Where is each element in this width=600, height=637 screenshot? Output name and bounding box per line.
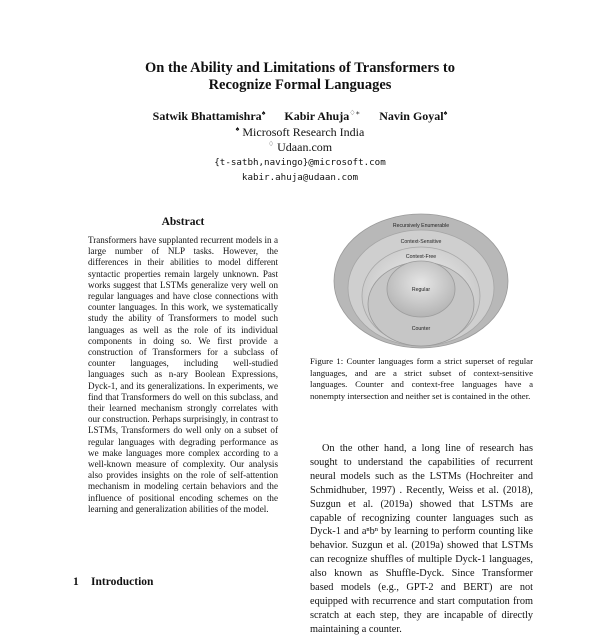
author-name: Kabir Ahuja	[284, 109, 350, 123]
paper-title	[0, 60, 600, 94]
email-line: kabir.ahuja@udaan.com	[241, 172, 359, 183]
email-line: {t-satbh,navingo}@microsoft.com	[214, 157, 386, 168]
section-heading	[73, 576, 153, 588]
paper-title-line-1: On the Ability and Limitations of Transformers to	[144, 60, 455, 76]
body-paragraph: On the other hand, a long line of research has sought to understand the capabilities of recurrent neural models such as the LSTMs (Hochreiter and Schmidhuber, 1997) . Recently, Weiss et al. (2018), Suzgun et al. (2019a) showed that LSTMs are capable of recognizing counter languages such as Dyck-1 and aⁿbⁿ by learning to perform counting like behavior. Suzgun et al. (2019a) showed that LSTMs can recognize shuffles of multiple Dyck-1 languages, also known as Shuffle-Dyck. Since Transformer based models (e.g., GPT-2 and BERT) are not equipped with recurrence and start computation from scratch at each step, they are incapable of directly maintaining a counter.	[310, 443, 533, 635]
author-list	[0, 109, 600, 124]
author-mark: ♠	[261, 109, 266, 117]
label-context-sensitive: Context-Sensitive	[400, 239, 442, 245]
paper-title-line-2: Recognize Formal Languages	[208, 77, 392, 93]
abstract-text: Transformers have supplanted recurrent models in a large number of NLP tasks. However, the differences in their abilities to model different syntactic properties remain largely unknown. Past works suggest that LSTMs generalize very well on regular languages and have close connections with counter languages. In this work, we systematically study the ability of Transformers to model such languages as well as the role of its individual components in doing so. We first provide a construction of Transformers for a subclass of counter languages, including well-studied languages such as n-ary Boolean Expressions, Dyck-1, and its generalizations. In experiments, we find that Transformers do well on this subclass, and their learned mechanism strongly correlates with our construction. Perhaps surprisingly, in contrast to LSTMs, Transformers do well only on a subset of regular languages with degrading performance as we make languages more complex according to a well-known measure of complexity. Our analysis also provides insights on the role of self-attention mechanism in modeling certain behaviors and the influence of positional encoding schemes on the learning and generalization abilities of the model.	[88, 235, 278, 514]
language-hierarchy-figure	[332, 212, 510, 350]
affiliation-name: Microsoft Research India	[242, 125, 365, 139]
affiliation	[0, 125, 600, 140]
abstract-heading: Abstract	[161, 216, 205, 228]
author-mark: ♢∗	[349, 109, 361, 117]
section-number: 1	[73, 576, 79, 588]
figure-caption: Figure 1: Counter languages form a strict superset of regular languages, and are a strict subset of context-sensitive languages. Counter and context-free languages have a nonempty intersection and neither set is contained in the other.	[310, 356, 533, 401]
affiliation-mark: ♠	[235, 125, 240, 133]
section-title: Introduction	[91, 576, 154, 588]
label-recursively-enumerable: Recursively Enumerable	[392, 223, 450, 229]
label-regular: Regular	[411, 287, 431, 293]
author-name: Satwik Bhattamishra	[152, 109, 262, 123]
author-mark: ♠	[443, 109, 448, 117]
affiliation	[0, 140, 600, 155]
affiliation-mark: ♢	[267, 140, 275, 148]
label-counter: Counter	[411, 326, 431, 332]
author-name: Navin Goyal	[379, 109, 444, 123]
affiliation-name: Udaan.com	[277, 140, 333, 154]
label-context-free: Context-Free	[405, 254, 437, 260]
